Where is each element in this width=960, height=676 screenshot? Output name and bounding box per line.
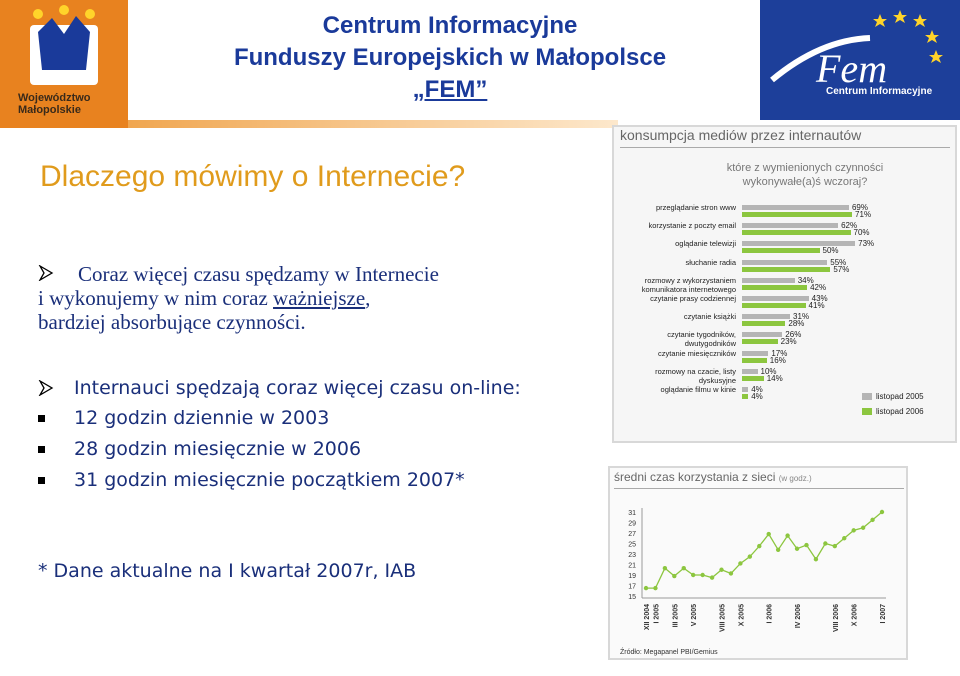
chart2-point bbox=[767, 532, 771, 536]
chart1-value-label: 16% bbox=[769, 355, 786, 365]
page-title: Dlaczego mówimy o Internecie? bbox=[40, 160, 466, 193]
chart1-category-label: oglądanie filmu w kinie bbox=[660, 385, 736, 394]
chart2-x-tick-label: VIII 2006 bbox=[832, 604, 840, 633]
bullet-1 bbox=[38, 262, 598, 334]
chart1-bar bbox=[742, 205, 849, 210]
chart1-bar bbox=[742, 332, 782, 337]
chart2-x-tick-label: X 2006 bbox=[851, 604, 859, 627]
chart1-subtitle: które z wymienionych czynności wykonywałe(a)ś wczoraj? bbox=[726, 162, 884, 188]
chart1-bar bbox=[742, 358, 767, 363]
chart2-y-tick-label: 23 bbox=[628, 552, 636, 559]
chart1-value-label: 55% bbox=[830, 257, 847, 267]
chart2-y-tick-label: 31 bbox=[628, 510, 636, 517]
chart1-category-label: czytanie prasy codziennej bbox=[650, 294, 736, 303]
chart2-x-tick-label: V 2005 bbox=[691, 604, 699, 627]
chart1-value-label: 31% bbox=[793, 312, 810, 322]
chart1-bar bbox=[742, 230, 851, 235]
chart2-y-tick-label: 21 bbox=[628, 562, 636, 570]
chart2-plot bbox=[610, 490, 906, 650]
chart2-point bbox=[785, 533, 789, 537]
square-bullet-icon bbox=[38, 477, 45, 484]
chart2-point bbox=[672, 574, 676, 578]
average-internet-time-chart bbox=[608, 466, 908, 660]
chart1-value-label: 14% bbox=[766, 373, 783, 383]
chart1-category-label: czytanie miesięczników bbox=[658, 348, 736, 358]
chart2-x-tick-label: XII 2004 bbox=[644, 604, 651, 631]
stars-icon bbox=[760, 0, 960, 120]
chart2-point bbox=[710, 575, 714, 579]
chart1-value-label: 41% bbox=[808, 301, 825, 310]
chart2-x-tick-label: I 2005 bbox=[653, 604, 661, 624]
chart2-x-tick-label: X 2005 bbox=[738, 604, 746, 627]
chart2-point bbox=[653, 586, 657, 590]
chart1-value-label: 4% bbox=[751, 392, 763, 401]
arrow-bullet-icon bbox=[38, 380, 54, 396]
chart1-value-label: 26% bbox=[785, 330, 802, 340]
chart2-point bbox=[842, 536, 846, 540]
chart2-point bbox=[833, 544, 837, 548]
chart1-bar bbox=[742, 212, 852, 217]
chart2-x-tick-label: IV 2006 bbox=[795, 604, 803, 629]
chart1-category-label: oglądanie telewizji bbox=[675, 239, 736, 249]
chart1-bar bbox=[742, 321, 785, 326]
square-bullet-icon bbox=[38, 446, 45, 453]
chart1-category-label: czytanie tygodników, dwutygodników bbox=[667, 330, 736, 349]
chart2-y-tick-label: 29 bbox=[628, 520, 636, 528]
chart2-point bbox=[861, 526, 865, 530]
chart2-y-tick-label: 25 bbox=[628, 541, 636, 549]
chart1-bar bbox=[742, 303, 806, 308]
legend-swatch-2006 bbox=[862, 408, 872, 415]
chart2-point bbox=[719, 568, 723, 572]
chart2-series-line bbox=[646, 512, 882, 588]
page-header bbox=[150, 10, 750, 106]
chart2-point bbox=[870, 518, 874, 522]
chart2-point bbox=[795, 547, 799, 551]
footnote: * Dane aktualne na I kwartał 2007r, IAB bbox=[38, 560, 417, 582]
chart1-bar bbox=[742, 376, 764, 381]
chart1-bar bbox=[742, 339, 778, 344]
wojewodztwo-malopolskie-logo bbox=[0, 0, 128, 128]
chart1-category-label: słuchanie radia bbox=[685, 257, 736, 267]
bullet-1-line1: Coraz więcej czasu spędzamy w Internecie bbox=[78, 262, 439, 286]
header-line1: Centrum Informacyjne bbox=[322, 12, 578, 39]
chart1-value-label: 69% bbox=[851, 203, 868, 212]
chart2-x-tick-label: III 2005 bbox=[672, 604, 680, 628]
chart1-bar bbox=[742, 387, 748, 392]
chart1-value-label: 28% bbox=[788, 319, 805, 329]
chart2-point bbox=[663, 566, 667, 570]
chart2-x-tick-label: VIII 2005 bbox=[719, 604, 727, 633]
chart2-y-tick-label: 19 bbox=[628, 573, 636, 580]
chart2-point bbox=[738, 561, 742, 565]
chart1-value-label: 71% bbox=[855, 210, 872, 219]
bullet-1-line2a: i wykonujemy w nim coraz bbox=[38, 286, 274, 310]
chart1-bar bbox=[742, 369, 758, 374]
chart2-point bbox=[644, 586, 648, 590]
chart2-point bbox=[691, 573, 695, 577]
chart2-point bbox=[757, 544, 761, 548]
chart2-x-tick-label: I 2006 bbox=[766, 604, 774, 624]
chart2-point bbox=[700, 573, 704, 577]
fem-logo-text: Fem bbox=[816, 46, 888, 91]
chart1-value-label: 50% bbox=[822, 246, 839, 256]
chart1-value-label: 57% bbox=[833, 264, 850, 274]
logo-left-line1: Województwo bbox=[18, 92, 91, 104]
bullet-1-line2 bbox=[38, 286, 598, 310]
bullet-1-line2c: , bbox=[365, 286, 371, 310]
chart1-bar bbox=[742, 260, 827, 265]
chart2-point bbox=[804, 543, 808, 547]
chart1-value-label: 43% bbox=[811, 294, 828, 303]
chart1-title-rule bbox=[620, 147, 950, 148]
chart1-value-label: 62% bbox=[841, 221, 858, 231]
chart2-point bbox=[682, 566, 686, 570]
chart2-point bbox=[729, 571, 733, 575]
chart2-x-tick-label: I 2007 bbox=[880, 604, 887, 624]
chart1-bar bbox=[742, 314, 790, 319]
bullet-2-intro: Internauci spędzają coraz więcej czasu on-line: bbox=[74, 377, 521, 399]
chart1-bar bbox=[742, 278, 795, 283]
chart2-unit: (w godz.) bbox=[778, 474, 812, 483]
chart2-y-tick-label: 27 bbox=[628, 531, 636, 538]
chart2-point bbox=[776, 548, 780, 552]
chart1-category-label: rozmowy na czacie, listy dyskusyjne bbox=[655, 366, 736, 385]
chart1-category-label: czytanie książki bbox=[683, 312, 736, 322]
chart1-bar bbox=[742, 248, 820, 253]
fem-logo bbox=[760, 0, 960, 120]
logo-left-line2: Małopolskie bbox=[18, 104, 81, 116]
chart1-bar bbox=[742, 351, 768, 356]
bullet-2-item-2: 28 godzin miesięcznie w 2006 bbox=[74, 438, 362, 460]
header-line3: „FEM” bbox=[412, 76, 488, 103]
bullet-2-item-1: 12 godzin dziennie w 2003 bbox=[74, 407, 330, 429]
chart1-category-label: korzystanie z poczty email bbox=[648, 221, 736, 231]
chart2-point bbox=[823, 541, 827, 545]
header-band bbox=[128, 120, 618, 128]
chart2-point bbox=[814, 557, 818, 561]
chart1-bar bbox=[742, 296, 809, 301]
legend-label-2006: listopad 2006 bbox=[876, 407, 924, 416]
chart2-source: Źródło: Megapanel PBI/Gemius bbox=[620, 649, 718, 656]
chart2-point bbox=[851, 528, 855, 532]
chart1-value-label: 17% bbox=[771, 348, 788, 358]
legend-label-2005: listopad 2005 bbox=[876, 392, 924, 401]
chart2-point bbox=[748, 554, 752, 558]
chart1-value-label: 34% bbox=[797, 275, 814, 285]
crown-icon bbox=[0, 0, 128, 90]
chart1-value-label: 10% bbox=[760, 366, 777, 376]
chart1-bar bbox=[742, 394, 748, 399]
chart1-bar bbox=[742, 223, 838, 228]
chart2-y-tick-label: 15 bbox=[628, 594, 636, 601]
chart2-y-tick-label: 17 bbox=[628, 583, 636, 591]
bullet-2-item-3: 31 godzin miesięcznie początkiem 2007* bbox=[74, 469, 465, 491]
bullet-1-emphasis: ważniejsze bbox=[273, 286, 366, 310]
chart2-title-rule bbox=[614, 488, 904, 489]
legend-swatch-2005 bbox=[862, 393, 872, 400]
chart1-value-label: 42% bbox=[810, 282, 827, 292]
arrow-bullet-icon bbox=[38, 265, 54, 281]
chart1-bar bbox=[742, 285, 807, 290]
square-bullet-icon bbox=[38, 415, 45, 422]
fem-logo-caption: Centrum Informacyjne bbox=[826, 86, 933, 97]
chart1-category-label: rozmowy z wykorzystaniem komunikatora internetowego bbox=[641, 275, 736, 294]
chart2-title: średni czas korzystania z sieci bbox=[614, 470, 776, 484]
chart1-value-label: 23% bbox=[780, 337, 797, 347]
chart1-title: konsumpcja mediów przez internautów bbox=[620, 127, 862, 143]
chart1-value-label: 70% bbox=[853, 228, 870, 238]
chart2-point bbox=[880, 510, 884, 514]
chart2-title-wrap bbox=[614, 470, 812, 484]
chart1-category-label: przeglądanie stron www bbox=[655, 203, 736, 212]
header-line2: Funduszy Europejskich w Małopolsce bbox=[233, 44, 667, 71]
chart1-value-label: 73% bbox=[858, 239, 875, 249]
media-consumption-chart bbox=[612, 125, 957, 443]
bullet-1-line3: bardziej absorbujące czynności. bbox=[38, 310, 306, 334]
chart1-bar bbox=[742, 267, 830, 272]
chart1-value-label: 4% bbox=[751, 385, 763, 394]
